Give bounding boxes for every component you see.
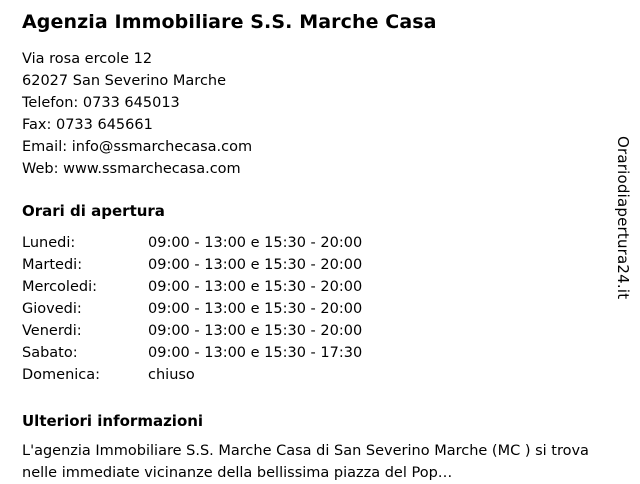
hours-time: 09:00 - 13:00 e 15:30 - 20:00 (148, 279, 363, 295)
hours-day: Domenica: (22, 367, 101, 383)
opening-hours-heading: Orari di apertura (22, 202, 165, 220)
hours-day: Martedi: (22, 257, 83, 273)
hours-day: Sabato: (22, 345, 78, 361)
table-row (22, 320, 362, 342)
table-row (22, 298, 362, 320)
table-row (22, 232, 362, 254)
page-title: Agenzia Immobiliare S.S. Marche Casa (22, 11, 437, 33)
table-row (22, 276, 362, 298)
table-row (22, 342, 362, 364)
watermark-site-label: Orariodiapertura24.it (614, 136, 632, 300)
table-row (22, 254, 362, 276)
hours-time: 09:00 - 13:00 e 15:30 - 20:00 (148, 235, 363, 251)
address-web: Web: www.ssmarchecasa.com (22, 161, 241, 177)
hours-day: Giovedi: (22, 301, 82, 317)
address-email: Email: info@ssmarchecasa.com (22, 139, 253, 155)
address-block (22, 48, 602, 180)
table-row (22, 364, 362, 386)
hours-time: 09:00 - 13:00 e 15:30 - 20:00 (148, 323, 363, 339)
hours-time: chiuso (148, 367, 195, 383)
opening-hours-table (22, 232, 362, 386)
hours-time: 09:00 - 13:00 e 15:30 - 20:00 (148, 301, 363, 317)
address-street: Via rosa ercole 12 (22, 51, 153, 67)
address-phone: Telefon: 0733 645013 (22, 95, 180, 111)
hours-day: Mercoledi: (22, 279, 97, 295)
address-fax: Fax: 0733 645661 (22, 117, 153, 133)
content-area (22, 10, 602, 484)
hours-time: 09:00 - 13:00 e 15:30 - 20:00 (148, 257, 363, 273)
hours-day: Lunedi: (22, 235, 76, 251)
hours-day: Venerdi: (22, 323, 82, 339)
more-info-heading: Ulteriori informazioni (22, 412, 204, 430)
more-info-text: L'agenzia Immobiliare S.S. Marche Casa di San Severino Marche (MC ) si trova nelle immediate vicinanze della bellissima piazza del Pop… (22, 443, 589, 481)
address-city: 62027 San Severino Marche (22, 73, 227, 89)
hours-time: 09:00 - 13:00 e 15:30 - 17:30 (148, 345, 363, 361)
